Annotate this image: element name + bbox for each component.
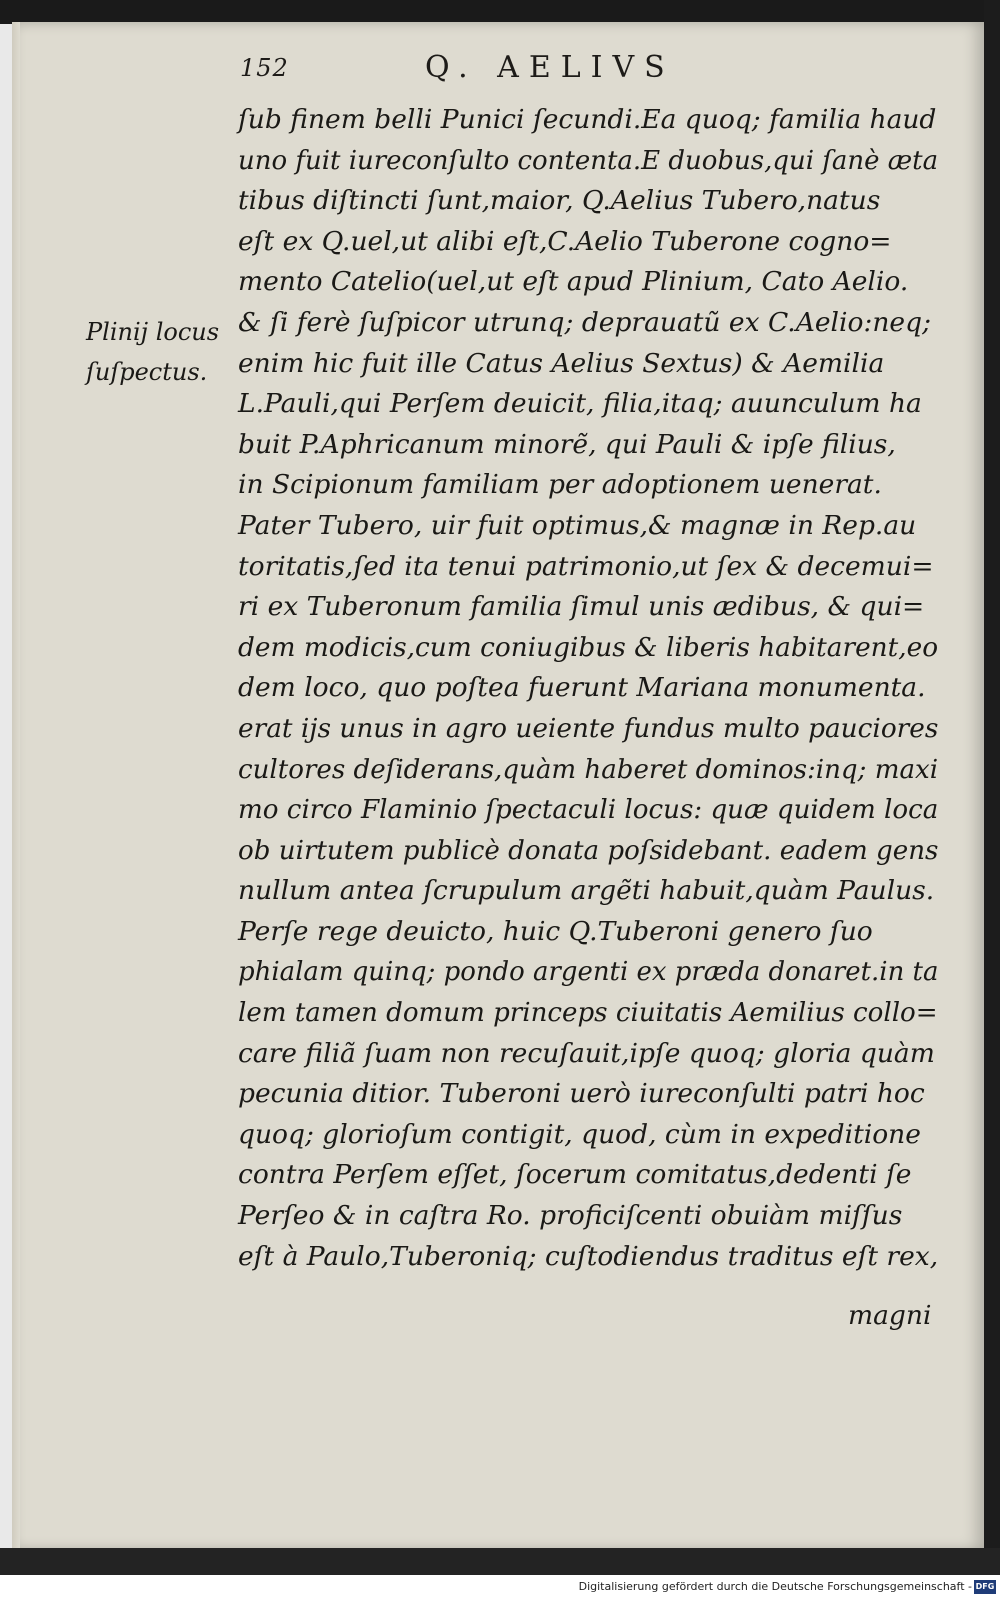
footer-bar [0, 1575, 1000, 1600]
running-head [240, 50, 940, 90]
text-line: eſt à Paulo,Tuberoniq; cuſtodiendus traditus eſt rex, [238, 1240, 939, 1272]
text-line: mento Catelio(uel,ut eſt apud Plinium, Cato Aelio. [238, 266, 909, 298]
funding-credit: Digitalisierung gefördert durch die Deutsche Forschungsgemeinschaft - [578, 1580, 972, 1593]
text-line: uno fuit iureconſulto contenta.E duobus,qui ſanè æta [238, 144, 939, 176]
text-line: pecunia ditior. Tuberoni uerò iureconſulti patri hoc [238, 1078, 925, 1110]
running-title: Q. AELIVS [425, 50, 675, 85]
text-line: tibus diſtincti ſunt,maior, Q.Aelius Tubero,natus [238, 185, 881, 217]
scan-border-top [0, 0, 1000, 24]
text-line: enim hic fuit ille Catus Aelius Sextus) & Aemilia [238, 347, 885, 379]
marginal-note [86, 312, 236, 392]
text-line: buit P.Aphricanum minorẽ, qui Pauli & ipſe filius, [238, 428, 896, 460]
page-number: 152 [240, 54, 289, 82]
text-line: eſt ex Q.uel,ut alibi eſt,C.Aelio Tuberone cogno= [238, 225, 892, 257]
catchword: magni [848, 1300, 932, 1331]
text-line: ſub finem belli Punici ſecundi.Ea quoq; familia haud [238, 104, 937, 135]
text-line: mo circo Flaminio ſpectaculi locus: quæ quidem loca [238, 794, 939, 826]
text-line: toritatis,ſed ita tenui patrimonio,ut ſex & decemui= [238, 550, 934, 582]
marginal-note-line: Plinij locus [86, 318, 220, 346]
text-line: lem tamen domum princeps ciuitatis Aemilius collo= [238, 997, 938, 1029]
text-line: dem loco, quo poſtea fuerunt Mariana monumenta. [238, 672, 926, 704]
text-line: Pater Tubero, uir fuit optimus,& magnæ in Rep.au [238, 509, 917, 541]
scan-border-bottom [0, 1548, 1000, 1575]
body-text [238, 100, 938, 1277]
text-line: care filiã ſuam non recuſauit,ipſe quoq; gloria quàm [238, 1037, 935, 1069]
text-line: dem modicis,cum coniugibus & liberis habitarent,eo [238, 631, 939, 663]
text-line: Perſe rege deuicto, huic Q.Tuberoni genero ſuo [238, 915, 873, 947]
text-line: nullum antea ſcrupulum argẽti habuit,quàm Paulus. [238, 875, 935, 907]
text-line: quoq; glorioſum contigit, quod, cùm in expeditione [238, 1118, 921, 1150]
text-line: cultores deſiderans,quàm haberet dominos:inq; maxi [238, 753, 939, 785]
marginal-note-line: ſuſpectus. [86, 358, 208, 386]
text-line: in Scipionum familiam per adoptionem uenerat. [238, 469, 882, 501]
text-line: ri ex Tuberonum familia ſimul unis ædibus, & qui= [238, 591, 925, 623]
text-line: ob uirtutem publicè donata poſsidebant. eadem gens [238, 834, 939, 866]
page-edge [12, 22, 20, 1550]
text-line: erat ijs unus in agro ueiente fundus multo pauciores [238, 712, 939, 744]
dfg-logo-icon: DFG [974, 1580, 996, 1594]
text-line: & ſi ferè ſuſpicor utrunq; deprauatũ ex C.Aelio:neq; [238, 306, 932, 338]
text-line: phialam quinq; pondo argenti ex præda donaret.in ta [238, 956, 939, 988]
text-line: Perſeo & in caſtra Ro. proficiſcenti obuiàm miſſus [238, 1200, 903, 1232]
scan-border-right [984, 0, 1000, 1575]
text-line: contra Perſem eſſet, ſocerum comitatus,dedenti ſe [238, 1159, 912, 1191]
text-line: L.Pauli,qui Perſem deuicit, filia,itaq; auunculum ha [238, 388, 922, 420]
